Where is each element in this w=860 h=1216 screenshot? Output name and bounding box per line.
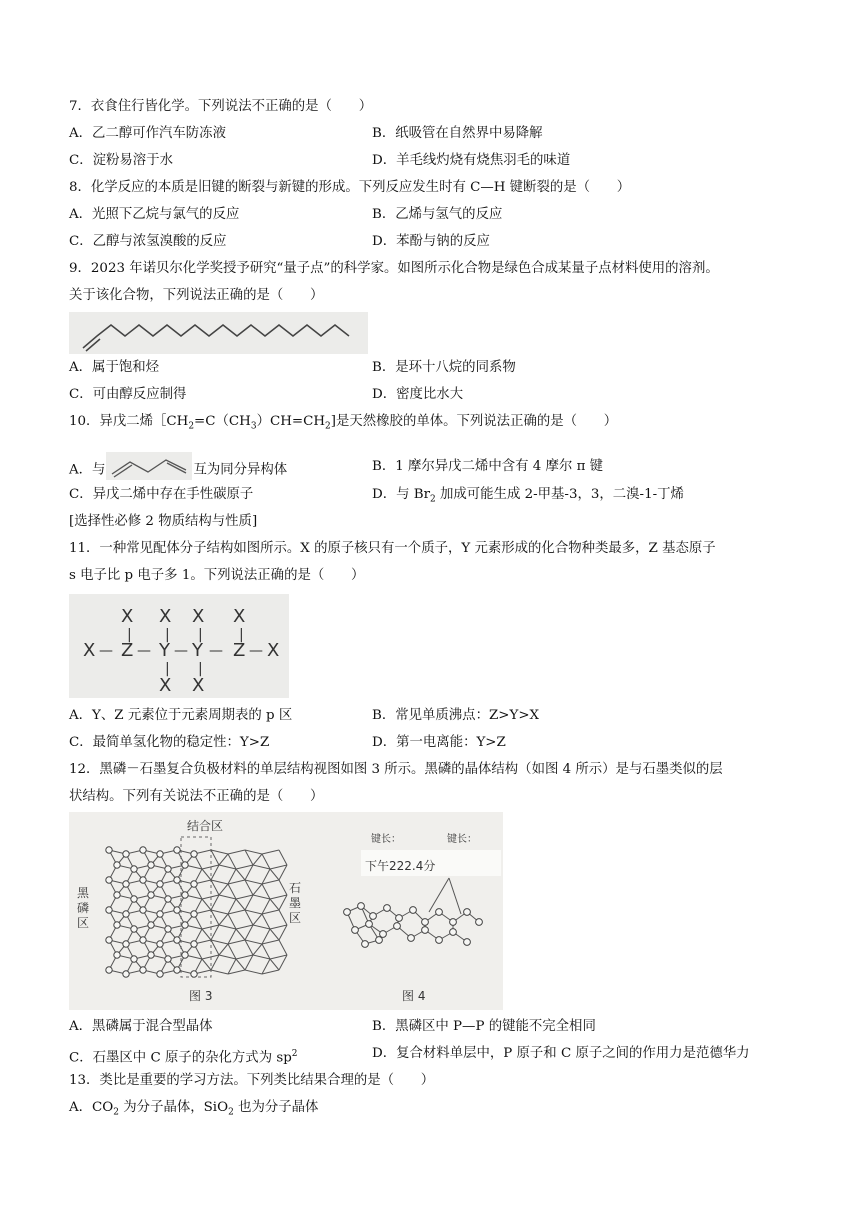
- atom-x: X: [192, 675, 205, 696]
- atom-node: [157, 941, 163, 947]
- atom-node: [464, 939, 471, 946]
- atom-node: [114, 922, 120, 928]
- section-heading: [选择性必修 2 物质结构与性质]: [69, 514, 258, 529]
- atom-node: [174, 877, 180, 883]
- atom-node: [436, 909, 443, 916]
- bond: —: [174, 643, 188, 659]
- atom-y: Y: [192, 640, 203, 661]
- q9-option-c: C．可由醇反应制得: [69, 387, 187, 402]
- atom-node: [464, 909, 471, 916]
- atom-node: [157, 971, 163, 977]
- q9-skeletal-formula-figure: [69, 312, 368, 354]
- atom-node: [376, 937, 383, 944]
- atom-node: [114, 892, 120, 898]
- atom-node: [140, 877, 146, 883]
- atom-node: [344, 909, 351, 916]
- atom-node: [370, 913, 377, 920]
- q12-stem-line2: 状结构。下列有关说法不正确的是（ ）: [69, 789, 324, 804]
- fig4-caption: 图 4: [402, 989, 426, 1003]
- atom-node: [174, 907, 180, 913]
- atom-node: [114, 952, 120, 958]
- bond: —: [137, 643, 151, 659]
- atom-node: [106, 937, 112, 943]
- atom-node: [148, 922, 154, 928]
- q13-option-a-part1: A．CO: [69, 1100, 114, 1115]
- superscript: 2: [291, 1049, 298, 1059]
- q10-option-b: B．1 摩尔异戊二烯中含有 4 摩尔 π 键: [372, 459, 604, 474]
- q10-option-a-suffix: 互为同分异构体: [193, 462, 288, 478]
- q10-skeletal-formula-figure: [106, 452, 192, 480]
- subscript: 2: [113, 1107, 120, 1118]
- q8-option-d: D．苯酚与钠的反应: [372, 234, 490, 249]
- fig4-lattice: [344, 878, 483, 947]
- q8-option-a: A．光照下乙烷与氯气的反应: [69, 207, 240, 222]
- bond: —: [249, 643, 263, 659]
- atom-node: [174, 937, 180, 943]
- q13-stem: 13．类比是重要的学习方法。下列类比结果合理的是（ ）: [69, 1073, 435, 1088]
- atom-node: [106, 907, 112, 913]
- atom-x: X: [83, 640, 96, 661]
- q9-option-b: B．是环十八烷的同系物: [372, 360, 516, 375]
- atom-node: [131, 926, 137, 932]
- atom-node: [123, 941, 129, 947]
- atom-node: [123, 911, 129, 917]
- atom-node: [191, 941, 197, 947]
- atom-node: [450, 919, 457, 926]
- q10-stem-part2: =C（CH: [194, 414, 251, 429]
- subscript: 3: [250, 421, 257, 432]
- q12-option-c-text: C．石墨区中 C 原子的杂化方式为 sp: [69, 1050, 292, 1066]
- q10-option-a: [69, 456, 287, 484]
- atom-node: [422, 927, 429, 934]
- atom-x: X: [192, 606, 205, 627]
- atom-z: Z: [233, 640, 246, 661]
- fig4-label-bond-length-left: 键长：: [371, 834, 401, 845]
- bond: —: [209, 643, 223, 659]
- atom-x: X: [233, 606, 246, 627]
- fig4-label-bond-length-right: 键长：: [447, 834, 477, 845]
- q10-stem-part3: ）CH=CH: [256, 414, 326, 429]
- atom-node: [182, 892, 188, 898]
- atom-node: [422, 919, 429, 926]
- q12-option-a: A．黑磷属于混合型晶体: [69, 1019, 213, 1034]
- atom-node: [182, 922, 188, 928]
- atom-node: [366, 921, 373, 928]
- q8-option-b: B．乙烯与氢气的反应: [372, 207, 503, 222]
- subscript: 2: [228, 1107, 234, 1118]
- bond: —: [99, 643, 113, 659]
- q11-option-d: D．第一电离能：Y>Z: [372, 735, 506, 750]
- atom-node: [106, 967, 112, 973]
- atom-node: [123, 881, 129, 887]
- q10-option-d: [372, 486, 684, 509]
- atom-x: X: [121, 606, 134, 627]
- q9-stem-line1: 9．2023 年诺贝尔化学奖授予研究“量子点”的科学家。如图所示化合物是绿色合成某量子点材料使用的溶剂。: [69, 261, 719, 276]
- q11-option-c: C．最简单氢化物的稳定性：Y>Z: [69, 735, 270, 750]
- atom-x: X: [159, 606, 172, 627]
- q8-option-c: C．乙醇与浓氢溴酸的反应: [69, 234, 227, 249]
- atom-node: [165, 956, 171, 962]
- q8-stem: 8．化学反应的本质是旧键的断裂与新键的形成。下列反应发生时有 C—H 键断裂的是（ ）: [69, 180, 631, 195]
- atom-node: [191, 851, 197, 857]
- q10-option-c: C．异戊二烯中存在手性碳原子: [69, 487, 254, 502]
- fig3-caption: 图 3: [189, 989, 213, 1003]
- atom-node: [157, 911, 163, 917]
- q7-option-d: D．羊毛线灼烧有烧焦羽毛的味道: [372, 153, 571, 168]
- q11-stem-line2: s 电子比 p 电子多 1。下列说法正确的是（ ）: [69, 568, 365, 583]
- atom-node: [450, 929, 457, 936]
- bond: |: [165, 627, 170, 643]
- atom-node: [140, 967, 146, 973]
- fig3-label-bonding-zone: 结合区: [187, 819, 224, 833]
- atom-node: [123, 971, 129, 977]
- atom-node: [131, 896, 137, 902]
- bond: |: [239, 627, 244, 643]
- q7-option-b: B．纸吸管在自然界中易降解: [372, 126, 543, 141]
- atom-node: [182, 862, 188, 868]
- atom-node: [140, 937, 146, 943]
- bond: |: [198, 627, 203, 643]
- atom-node: [358, 903, 365, 910]
- atom-node: [123, 851, 129, 857]
- atom-node: [476, 919, 483, 926]
- atom-node: [165, 926, 171, 932]
- atom-node: [362, 941, 369, 948]
- fig3-label-graphite: 石墨区: [289, 881, 302, 925]
- atom-x: X: [159, 675, 172, 696]
- q9-option-d: D．密度比水大: [372, 387, 464, 402]
- bond: |: [165, 661, 170, 677]
- q7-stem: 7．衣食住行皆化学。下列说法不正确的是（ ）: [69, 99, 373, 114]
- atom-node: [191, 911, 197, 917]
- q10-stem: [69, 413, 617, 436]
- q11-option-b: B．常见单质沸点：Z>Y>X: [372, 708, 540, 723]
- atom-node: [140, 907, 146, 913]
- atom-node: [148, 952, 154, 958]
- atom-z: Z: [121, 640, 134, 661]
- q13-option-a-part3: 也为分子晶体: [233, 1100, 319, 1115]
- bond: |: [198, 661, 203, 677]
- atom-node: [157, 881, 163, 887]
- q10-option-a-prefix: A．与: [69, 462, 106, 478]
- atom-node: [182, 952, 188, 958]
- q12-option-c: [69, 1045, 298, 1067]
- subscript: 2: [188, 421, 195, 432]
- atom-node: [380, 931, 387, 938]
- fig3-label-black-phosphorus: 黑磷区: [77, 886, 90, 930]
- q12-stem-line1: 12．黑磷－石墨复合负极材料的单层结构视图如图 3 所示。黑磷的晶体结构（如图 4 所示）是与石墨类似的层: [69, 762, 723, 777]
- atom-x: X: [267, 640, 280, 661]
- atom-node: [165, 896, 171, 902]
- q11-stem-line1: 11．一种常见配体分子结构如图所示。X 的原子核只有一个质子，Y 元素形成的化合物种类最多，Z 基态原子: [69, 541, 716, 556]
- atom-node: [131, 866, 137, 872]
- subscript: 2: [430, 494, 436, 505]
- atom-node: [410, 907, 417, 914]
- atom-node: [148, 862, 154, 868]
- atom-node: [140, 847, 146, 853]
- q12-option-d: D．复合材料单层中，P 原子和 C 原子之间的作用力是范德华力: [372, 1046, 750, 1061]
- atom-node: [352, 927, 359, 934]
- atom-node: [174, 847, 180, 853]
- q10-stem-part1: 10．异戊二烯［CH: [69, 414, 189, 429]
- q10-option-d-suffix: 加成可能生成 2-甲基-3，3，二溴-1-丁烯: [435, 487, 684, 502]
- atom-node: [106, 847, 112, 853]
- q12-figures: [69, 812, 503, 1010]
- atom-node: [436, 937, 443, 944]
- q12-option-b: B．黑磷区中 P—P 的键能不完全相同: [372, 1019, 596, 1034]
- q11-structure-figure: [69, 594, 289, 698]
- atom-node: [148, 892, 154, 898]
- fig4-timestamp: 下午222.4分: [365, 859, 436, 873]
- atom-node: [131, 956, 137, 962]
- atom-node: [394, 923, 401, 930]
- atom-node: [157, 851, 163, 857]
- q9-stem-line2: 关于该化合物，下列说法正确的是（ ）: [69, 288, 324, 303]
- atom-node: [106, 877, 112, 883]
- atom-node: [114, 862, 120, 868]
- atom-node: [165, 866, 171, 872]
- atom-node: [174, 967, 180, 973]
- q13-option-a-part2: 为分子晶体，SiO: [119, 1100, 229, 1115]
- fig3-lattice: [106, 847, 287, 977]
- q13-option-a: [69, 1099, 318, 1122]
- atom-node: [396, 915, 403, 922]
- q11-option-a: A．Y、Z 元素位于元素周期表的 p 区: [69, 708, 293, 723]
- atom-node: [384, 905, 391, 912]
- atom-y: Y: [159, 640, 170, 661]
- q7-option-c: C．淀粉易溶于水: [69, 153, 173, 168]
- atom-node: [191, 881, 197, 887]
- q10-option-d-prefix: D．与 Br: [372, 487, 431, 502]
- atom-node: [191, 971, 197, 977]
- q7-option-a: A．乙二醇可作汽车防冻液: [69, 126, 226, 141]
- subscript: 2: [325, 421, 331, 432]
- bond: |: [127, 627, 132, 643]
- q9-option-a: A．属于饱和烃: [69, 360, 160, 375]
- atom-node: [408, 935, 415, 942]
- q10-stem-part4: ]是天然橡胶的单体。下列说法正确的是（ ）: [330, 414, 618, 429]
